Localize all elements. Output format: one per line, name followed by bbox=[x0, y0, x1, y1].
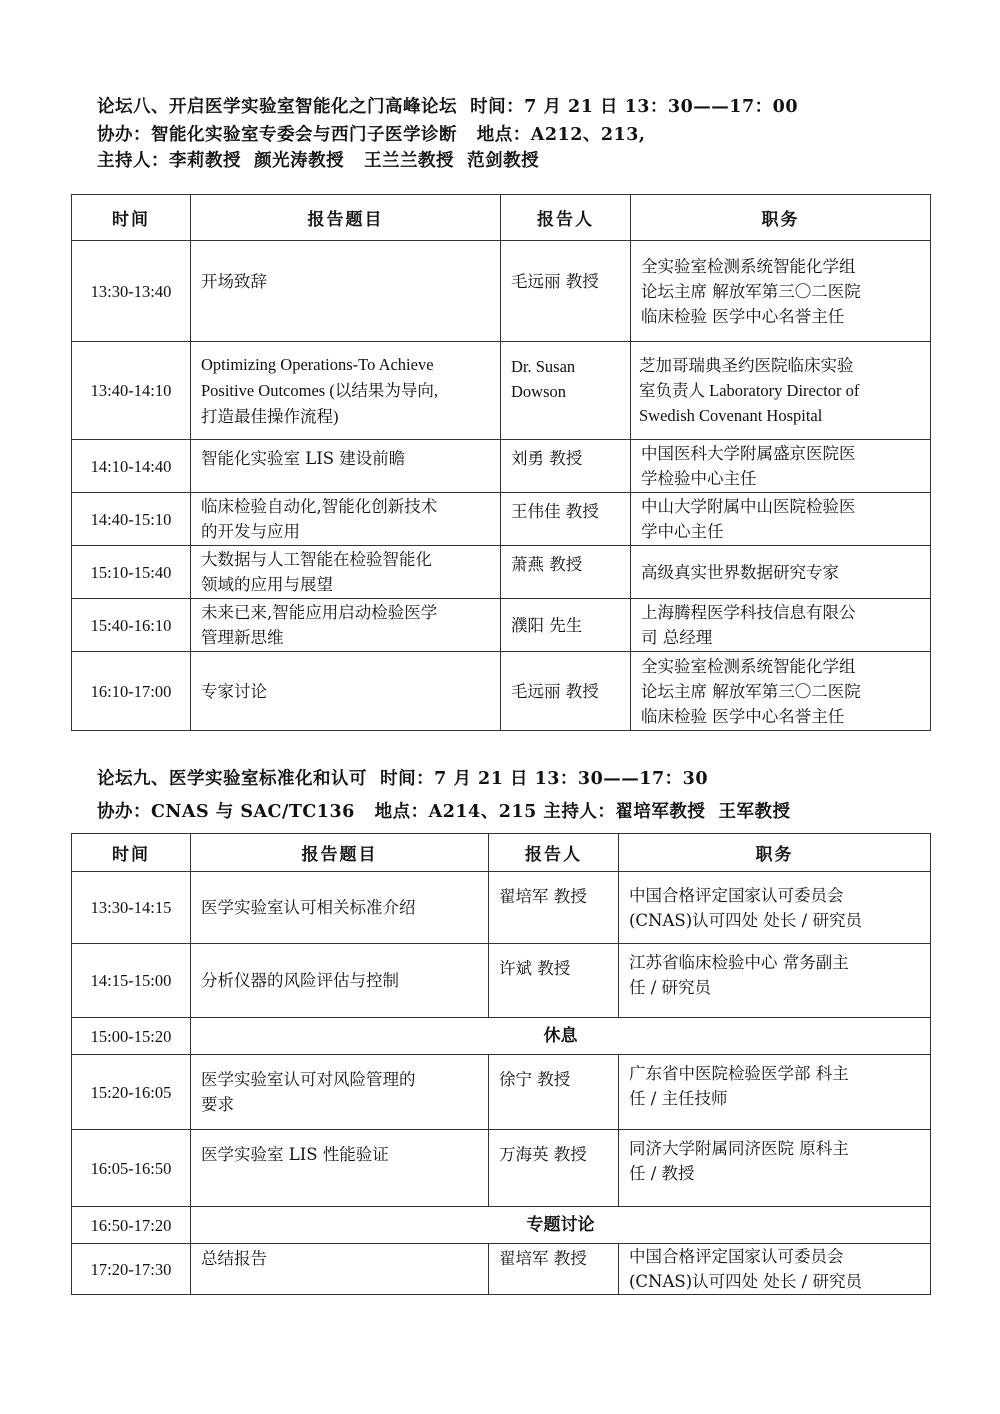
row-speaker: Dr. Susan Dowson bbox=[501, 342, 631, 440]
row-time: 15:10-15:40 bbox=[72, 546, 191, 599]
table-row bbox=[72, 1130, 931, 1207]
break-label: 休息 bbox=[191, 1018, 931, 1055]
header-topic: 报告题目 bbox=[191, 195, 501, 241]
row-role: 中国合格评定国家认可委员会 (CNAS)认可四处 处长 / 研究员 bbox=[619, 872, 931, 944]
table-row bbox=[72, 1018, 931, 1055]
header-role: 职务 bbox=[631, 195, 931, 241]
table-row bbox=[72, 1207, 931, 1244]
row-topic: 智能化实验室 LIS 建设前瞻 bbox=[191, 440, 501, 493]
forum8-title: 论坛八、开启医学实验室智能化之门高峰论坛 时间：7 月 21 日 13：30——17：00 bbox=[97, 97, 798, 117]
row-role: 同济大学附属同济医院 原科主 任 / 教授 bbox=[619, 1130, 931, 1207]
forum8-cohost: 协办：智能化实验室专委会与西门子医学诊断 地点：A212、213, bbox=[97, 125, 646, 145]
row-time: 13:30-13:40 bbox=[72, 241, 191, 342]
row-role: 全实验室检测系统智能化学组 论坛主席 解放军第三〇二医院 临床检验 医学中心名誉主任 bbox=[631, 241, 931, 342]
table-row bbox=[72, 652, 931, 731]
row-topic: 开场致辞 bbox=[191, 241, 501, 342]
row-role: 中国合格评定国家认可委员会 (CNAS)认可四处 处长 / 研究员 bbox=[619, 1244, 931, 1295]
table-header-row bbox=[72, 195, 931, 241]
row-time: 15:00-15:20 bbox=[72, 1018, 191, 1055]
row-speaker: 毛远丽 教授 bbox=[501, 652, 631, 731]
row-time: 15:20-16:05 bbox=[72, 1055, 191, 1130]
table-row bbox=[72, 1244, 931, 1295]
row-time: 14:40-15:10 bbox=[72, 493, 191, 546]
table-row bbox=[72, 440, 931, 493]
header-time: 时间 bbox=[72, 195, 191, 241]
row-topic: 未来已来,智能应用启动检验医学 管理新思维 bbox=[191, 599, 501, 652]
row-topic: 大数据与人工智能在检验智能化 领域的应用与展望 bbox=[191, 546, 501, 599]
row-speaker: 濮阳 先生 bbox=[501, 599, 631, 652]
row-topic: 专家讨论 bbox=[191, 652, 501, 731]
row-topic: 医学实验室认可相关标准介绍 bbox=[191, 872, 489, 944]
row-role: 中国医科大学附属盛京医院医 学检验中心主任 bbox=[631, 440, 931, 493]
row-speaker: 萧燕 教授 bbox=[501, 546, 631, 599]
row-role: 全实验室检测系统智能化学组 论坛主席 解放军第三〇二医院 临床检验 医学中心名誉主任 bbox=[631, 652, 931, 731]
row-speaker: 毛远丽 教授 bbox=[501, 241, 631, 342]
row-topic: 医学实验室 LIS 性能验证 bbox=[191, 1130, 489, 1207]
row-topic: 分析仪器的风险评估与控制 bbox=[191, 944, 489, 1018]
row-time: 13:30-14:15 bbox=[72, 872, 191, 944]
row-speaker: 徐宁 教授 bbox=[489, 1055, 619, 1130]
row-time: 16:50-17:20 bbox=[72, 1207, 191, 1244]
discussion-label: 专题讨论 bbox=[191, 1207, 931, 1244]
table-row bbox=[72, 493, 931, 546]
row-role: 芝加哥瑞典圣约医院临床实验 室负责人 Laboratory Director of Swedish Covenant Hospital bbox=[631, 342, 931, 440]
row-time: 15:40-16:10 bbox=[72, 599, 191, 652]
row-time: 13:40-14:10 bbox=[72, 342, 191, 440]
row-role: 高级真实世界数据研究专家 bbox=[631, 546, 931, 599]
row-role: 上海腾程医学科技信息有限公 司 总经理 bbox=[631, 599, 931, 652]
row-time: 14:15-15:00 bbox=[72, 944, 191, 1018]
row-time: 16:05-16:50 bbox=[72, 1130, 191, 1207]
table-header-row bbox=[72, 834, 931, 872]
table-row bbox=[72, 1055, 931, 1130]
forum8-table bbox=[71, 194, 931, 731]
table-row bbox=[72, 599, 931, 652]
row-time: 14:10-14:40 bbox=[72, 440, 191, 493]
header-speaker: 报告人 bbox=[501, 195, 631, 241]
table-row bbox=[72, 872, 931, 944]
forum9-table bbox=[71, 833, 931, 1295]
header-speaker: 报告人 bbox=[489, 834, 619, 872]
forum9-title: 论坛九、医学实验室标准化和认可 时间：7 月 21 日 13：30——17：30 bbox=[97, 769, 708, 789]
forum8-hosts: 主持人：李莉教授 颜光涛教授 王兰兰教授 范剑教授 bbox=[97, 151, 540, 171]
row-time: 16:10-17:00 bbox=[72, 652, 191, 731]
row-speaker: 翟培军 教授 bbox=[489, 1244, 619, 1295]
row-topic: 临床检验自动化,智能化创新技术 的开发与应用 bbox=[191, 493, 501, 546]
header-topic: 报告题目 bbox=[191, 834, 489, 872]
header-role: 职务 bbox=[619, 834, 931, 872]
row-speaker: 万海英 教授 bbox=[489, 1130, 619, 1207]
table-row bbox=[72, 342, 931, 440]
row-topic: 医学实验室认可对风险管理的 要求 bbox=[191, 1055, 489, 1130]
row-topic: Optimizing Operations-To Achieve Positive Outcomes (以结果为导向, 打造最佳操作流程) bbox=[191, 342, 501, 440]
forum9-cohost-hosts: 协办：CNAS 与 SAC/TC136 地点：A214、215 主持人：翟培军教授 王军教授 bbox=[97, 802, 791, 822]
row-role: 中山大学附属中山医院检验医 学中心主任 bbox=[631, 493, 931, 546]
row-speaker: 翟培军 教授 bbox=[489, 872, 619, 944]
row-time: 17:20-17:30 bbox=[72, 1244, 191, 1295]
table-row bbox=[72, 944, 931, 1018]
row-speaker: 刘勇 教授 bbox=[501, 440, 631, 493]
row-speaker: 许斌 教授 bbox=[489, 944, 619, 1018]
header-time: 时间 bbox=[72, 834, 191, 872]
table-row bbox=[72, 546, 931, 599]
row-role: 广东省中医院检验医学部 科主 任 / 主任技师 bbox=[619, 1055, 931, 1130]
table-row bbox=[72, 241, 931, 342]
row-topic: 总结报告 bbox=[191, 1244, 489, 1295]
row-role: 江苏省临床检验中心 常务副主 任 / 研究员 bbox=[619, 944, 931, 1018]
row-speaker: 王伟佳 教授 bbox=[501, 493, 631, 546]
